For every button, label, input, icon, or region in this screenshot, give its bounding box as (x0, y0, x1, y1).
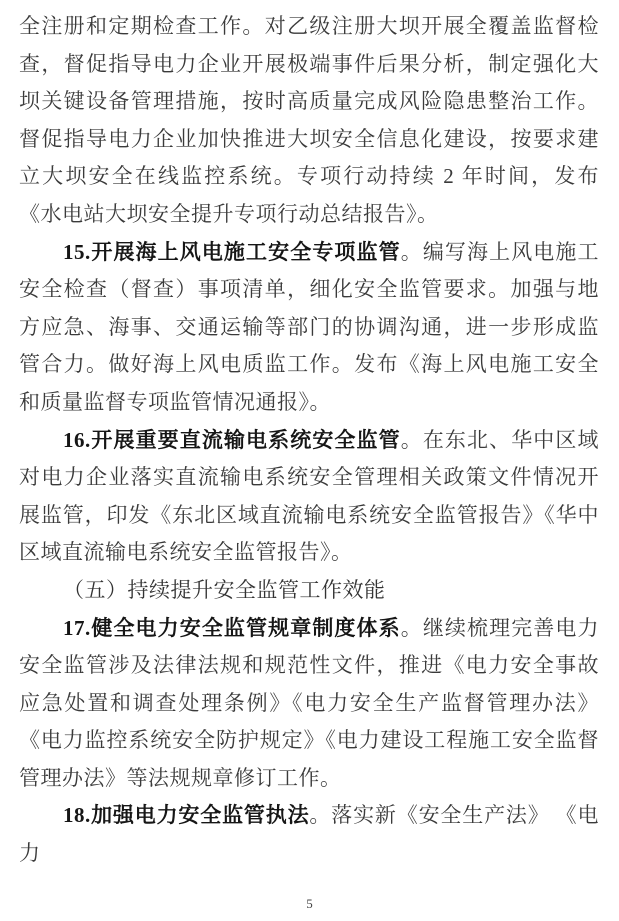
paragraph-subsection-5 (19, 572, 599, 610)
section-heading-text: 18.加强电力安全监管执法 (63, 803, 310, 828)
page-number: 5 (306, 896, 313, 911)
paragraph-item-17 (19, 610, 599, 798)
body-text-run: 。在东北、华中区域对电力企业落实直流输电系统安全管理相关政策文件情况开展监管，印发《东北区域直流输电系统安全监管报告》《华中区域直流输电系统安全监管报告》。 (19, 427, 600, 565)
body-text-run: 全注册和定期检查工作。对乙级注册大坝开展全覆盖监督检查，督促指导电力企业开展极端事件后果分析，制定强化大坝关键设备管理措施，按时高质量完成风险隐患整治工作。督促指导电力企业加快推进大坝安全信息化建设，按要求建立大坝安全在线监控系统。专项行动持续 2 年时间，发布《水电站大坝安全提升专项行动总结报告》。 (19, 14, 599, 226)
section-heading-text: 15.开展海上风电施工安全专项监管 (63, 239, 401, 264)
paragraph-item-16 (19, 422, 599, 572)
body-text-run: 。继续梳理完善电力安全监管涉及法律法规和规范性文件，推进《电力安全事故应急处置和调查处理条例》《电力安全生产监督管理办法》《电力监控系统安全防护规定》《电力建设工程施工安全监督管理办法》等法规规章修订工作。 (19, 615, 600, 790)
section-heading-text: 17.健全电力安全监管规章制度体系 (63, 615, 401, 640)
body-text-run: 。编写海上风电施工安全检查（督查）事项清单，细化安全监管要求。加强与地方应急、海事、交通运输等部门的协调沟通，进一步形成监管合力。做好海上风电质监工作。发布《海上风电施工安全和质量监督专项监管情况通报》。 (19, 239, 600, 414)
document-body (19, 8, 599, 873)
body-text-run: （五）持续提升安全监管工作效能 (63, 577, 386, 602)
paragraph-continuation (19, 8, 599, 234)
paragraph-item-18 (19, 797, 599, 872)
section-heading-text: 16.开展重要直流输电系统安全监管 (63, 427, 401, 452)
body-text-run: 。落实新《安全生产法》 《电力 (19, 803, 600, 866)
paragraph-item-15 (19, 234, 599, 422)
